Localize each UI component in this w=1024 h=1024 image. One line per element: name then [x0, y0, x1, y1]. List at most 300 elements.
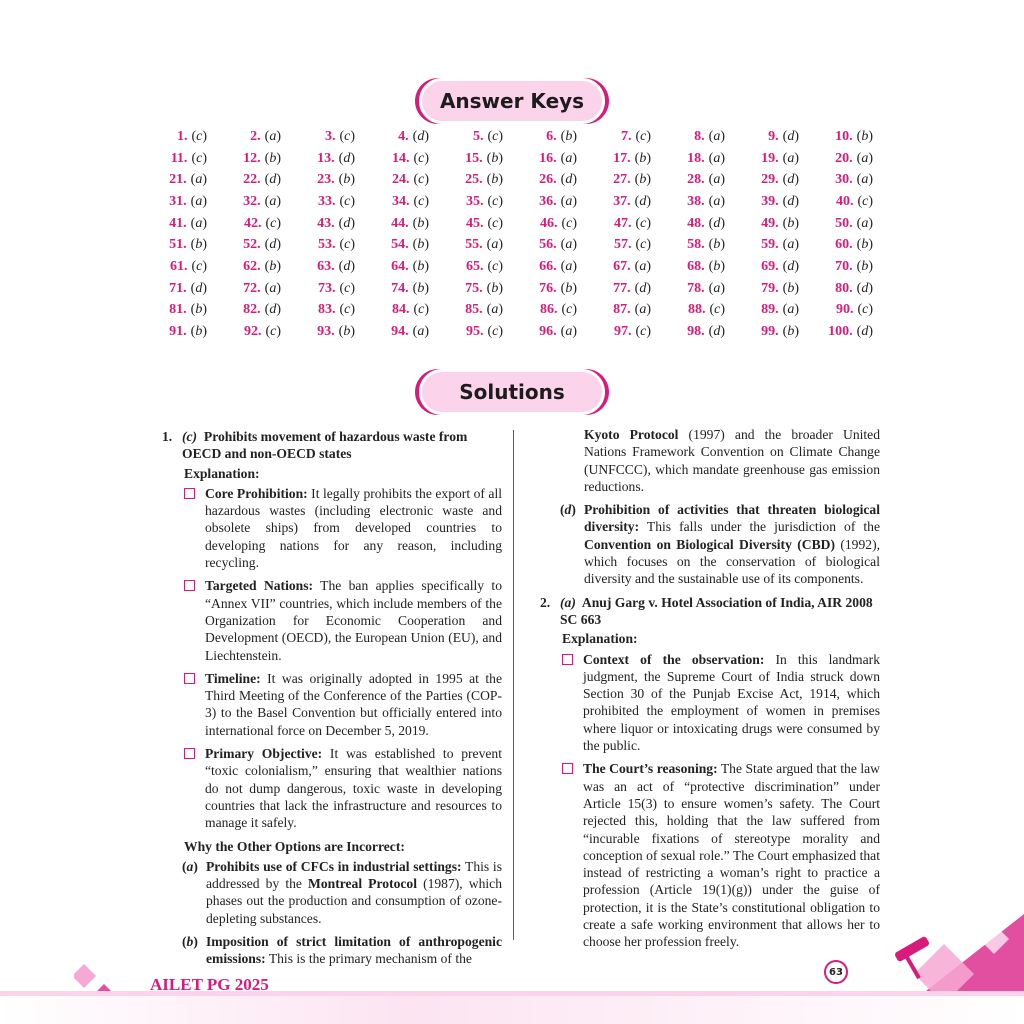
answer-key-item — [589, 278, 663, 300]
answer-keys-heading — [419, 78, 605, 124]
answer-letter: d — [343, 150, 351, 166]
option-lead: Imposition of strict limitation of anthropogenic emissions: — [206, 934, 502, 967]
answer-key-option: (d) — [412, 128, 429, 144]
checkbox-bullet-icon — [184, 673, 195, 684]
answer-letter: b — [491, 150, 499, 166]
answer-key-item — [515, 126, 589, 148]
answer-key-item — [737, 278, 811, 300]
answer-letter: c — [344, 128, 351, 144]
answer-key-number: 6. — [546, 128, 557, 144]
answer-key-number: 35. — [465, 193, 484, 209]
answer-letter: a — [565, 193, 573, 209]
answer-key-item — [515, 278, 589, 300]
answer-key-option: (b) — [782, 324, 799, 340]
answer-key-number: 26. — [539, 172, 557, 188]
answer-key-number: 76. — [539, 280, 557, 296]
answer-key-number: 48. — [687, 215, 705, 231]
answer-key-option: (b) — [338, 172, 355, 188]
answer-key-option: (a) — [856, 150, 873, 166]
question-1-heading — [162, 428, 502, 463]
answer-key-item — [293, 278, 367, 300]
answer-key-option: (d) — [856, 324, 873, 340]
answer-key-number: 91. — [169, 324, 187, 340]
answer-letter: d — [565, 172, 573, 188]
incorrect-options-label: Why the Other Options are Incorrect: — [184, 838, 405, 854]
answer-letter: a — [565, 237, 573, 253]
answer-key-option: (a) — [264, 193, 281, 209]
answer-key-item — [367, 300, 441, 322]
answer-key-number: 56. — [539, 237, 557, 253]
answer-key-item — [367, 234, 441, 256]
answer-letter: c — [418, 302, 425, 318]
footer-band — [0, 996, 1024, 1024]
answer-letter: b — [861, 128, 869, 144]
answer-key-option: (a) — [708, 280, 725, 296]
point-text: It was established to prevent “toxic colonialism,” ensuring that wealthier nations do not dump dangerous, toxic waste in developing countries that lack the infrastructure and resources to manage it safely. — [205, 746, 502, 831]
answer-key-number: 41. — [169, 215, 187, 231]
answer-key-option: (d) — [634, 193, 651, 209]
answer-key-item — [663, 169, 737, 191]
answer-key-item — [219, 169, 293, 191]
answer-letter: a — [713, 172, 721, 188]
answer-key-option: (c) — [487, 258, 503, 274]
answer-key-item — [367, 148, 441, 170]
bullet-point — [562, 651, 880, 755]
answer-key-option: (b) — [412, 280, 429, 296]
answer-key-option: (b) — [856, 128, 873, 144]
answer-letter: c — [640, 215, 647, 231]
answer-key-number: 44. — [391, 215, 409, 231]
answer-key-option: (d) — [264, 172, 281, 188]
answer-key-item — [589, 191, 663, 213]
answer-key-number: 54. — [391, 237, 409, 253]
answer-letter: a — [195, 215, 203, 231]
answer-key-number: 66. — [539, 258, 557, 274]
option-d-explanation: (d) Prohibition of activities that threaten biological diversity: This falls under the jurisdiction of the Convention on Biological Diversity (CBD) (1992), which focuses on the conservation of biological diversity and the sustainable use of its components. — [560, 502, 880, 587]
answer-key-option: (b) — [856, 258, 873, 274]
answer-key-item — [737, 213, 811, 235]
answer-key-item — [441, 234, 515, 256]
answer-key-option: (c) — [635, 324, 651, 340]
answer-key-number: 80. — [835, 280, 853, 296]
answer-key-option: (c) — [413, 302, 429, 318]
answer-letter: c — [492, 215, 499, 231]
answer-key-item — [663, 148, 737, 170]
answer-key-item — [737, 169, 811, 191]
solutions-heading — [419, 369, 605, 415]
answer-letter: d — [713, 324, 721, 340]
answer-key-item — [293, 126, 367, 148]
option-a-explanation: (a) Prohibits use of CFCs in industrial settings: This is addressed by the Montreal Protocol (1987), which phases out the production and consumption of ozone-depleting substances. — [182, 858, 503, 926]
answer-key-number: 96. — [539, 324, 557, 340]
answer-letter: d — [787, 172, 795, 188]
answer-key-number: 14. — [391, 150, 410, 166]
answer-letter: b — [861, 237, 869, 253]
answer-key-option: (a) — [708, 172, 725, 188]
answer-key-option: (a) — [708, 150, 725, 166]
solutions-title: Solutions — [459, 380, 565, 404]
answer-letter: c — [640, 324, 647, 340]
answer-letter: a — [269, 193, 277, 209]
answer-letter: b — [417, 258, 425, 274]
answer-key-item — [515, 213, 589, 235]
answer-letter: d — [787, 128, 795, 144]
answer-key-number: 43. — [317, 215, 335, 231]
answer-option: (c) — [182, 429, 198, 444]
answer-key-number: 5. — [472, 128, 484, 144]
answer-key-option: (c) — [413, 150, 429, 166]
answer-key-number: 81. — [169, 302, 187, 318]
answer-key-number: 13. — [317, 150, 335, 166]
answer-key-number: 84. — [391, 302, 410, 318]
answer-key-option: (c) — [487, 215, 503, 231]
answer-key-option: (a) — [560, 258, 577, 274]
question-title: Anuj Garg v. Hotel Association of India, AIR 2008 SC 663 — [560, 594, 873, 627]
option-letter: d — [564, 502, 572, 518]
answer-key-number: 31. — [169, 193, 187, 209]
question-number: 1. — [162, 429, 173, 444]
answer-key-item — [441, 126, 515, 148]
answer-key-option: (c) — [487, 324, 503, 340]
answer-key-item — [367, 278, 441, 300]
answer-key-item — [737, 126, 811, 148]
answer-key-option: (d) — [782, 258, 799, 274]
answer-key-number: 59. — [761, 237, 779, 253]
answer-key-number: 65. — [465, 258, 484, 274]
answer-key-number: 22. — [243, 172, 261, 188]
option-text: This is addressed by the — [206, 858, 503, 892]
answer-key-item — [811, 234, 885, 256]
answer-key-number: 25. — [465, 172, 483, 188]
answer-key-number: 37. — [613, 193, 631, 209]
answer-key-option: (b) — [708, 258, 725, 274]
answer-key-item — [589, 213, 663, 235]
answer-key-item — [441, 321, 515, 343]
answer-key-option: (a) — [856, 215, 873, 231]
answer-key-number: 95. — [465, 324, 484, 340]
checkbox-bullet-icon — [562, 654, 573, 665]
answer-key-option: (c) — [857, 193, 873, 209]
answer-key-item — [811, 300, 885, 322]
answer-key-number: 33. — [317, 193, 336, 209]
answer-key-item — [293, 169, 367, 191]
answer-key-item — [811, 191, 885, 213]
answer-key-number: 10. — [835, 128, 853, 144]
answer-key-number: 94. — [391, 324, 409, 340]
option-b-continuation — [584, 426, 880, 495]
answer-letter: b — [639, 150, 647, 166]
answer-key-option: (a) — [560, 324, 577, 340]
answer-key-number: 97. — [613, 324, 632, 340]
answer-letter: d — [787, 258, 795, 274]
answer-key-option: (b) — [412, 237, 429, 253]
answer-key-item — [663, 300, 737, 322]
point-text: The State argued that the law was an act of “protective discrimination” under Article 15(3) to ensure women’s safety. The Court rejected this, holding that the law suffered from “incurable fixations of stereotype morality and conception of sexual role.” The Court emphasized that instead of restricting a woman’s right to practice a profession (Article 19(1)(g)) under the guise of protection, it is the State’s constitutional obligation to create a safe working environment that allows her to choose her profession freely. — [583, 761, 880, 950]
answer-key-option: (a) — [190, 215, 207, 231]
answer-letter: b — [787, 215, 795, 231]
answer-letter: c — [492, 324, 499, 340]
answer-letter: c — [418, 150, 425, 166]
answer-key-item — [145, 256, 219, 278]
answer-key-option: (d) — [338, 258, 355, 274]
answer-key-item — [219, 191, 293, 213]
answer-key-item — [219, 256, 293, 278]
answer-key-item — [737, 300, 811, 322]
answer-key-option: (b) — [708, 237, 725, 253]
answer-letter: b — [343, 172, 351, 188]
answer-key-number: 32. — [243, 193, 261, 209]
answer-key-option: (c) — [857, 302, 873, 318]
answer-key-item — [589, 169, 663, 191]
option-lead: Prohibits use of CFCs in industrial settings: — [206, 858, 462, 874]
answer-letter: b — [639, 172, 647, 188]
question-title: Prohibits movement of hazardous waste from OECD and non-OECD states — [182, 429, 468, 462]
point-text: The ban applies specifically to “Annex VII” countries, which include members of the Organization for Economic Cooperation and Development (OECD), the European Union (EU), and Liechtenstein. — [205, 578, 502, 663]
option-bold: Kyoto Protocol — [584, 427, 679, 442]
answer-key-number: 47. — [613, 215, 632, 231]
answer-letter: a — [713, 150, 721, 166]
answer-key-item — [367, 191, 441, 213]
answer-key-option: (c) — [561, 215, 577, 231]
answer-key-option: (b) — [782, 215, 799, 231]
answer-letter: d — [269, 237, 277, 253]
bullet-point — [184, 745, 502, 831]
answer-key-number: 71. — [169, 280, 187, 296]
answer-key-number: 63. — [317, 258, 335, 274]
answer-key-item — [145, 191, 219, 213]
answer-key-number: 75. — [465, 280, 483, 296]
answer-key-option: (a) — [486, 237, 503, 253]
answer-key-item — [811, 321, 885, 343]
answer-letter: b — [787, 280, 795, 296]
answer-key-option: (a) — [264, 128, 281, 144]
answer-key-option: (b) — [634, 172, 651, 188]
answer-key-item — [219, 148, 293, 170]
answer-key-item — [737, 234, 811, 256]
answer-key-item — [441, 148, 515, 170]
answer-key-option: (d) — [560, 172, 577, 188]
answer-key-option: (c) — [339, 302, 355, 318]
answer-key-option: (b) — [486, 150, 503, 166]
answer-key-item — [515, 300, 589, 322]
checkbox-bullet-icon — [562, 763, 573, 774]
answer-key-item — [441, 278, 515, 300]
answer-key-number: 21. — [169, 172, 187, 188]
answer-key-item — [367, 169, 441, 191]
answer-key-item — [515, 191, 589, 213]
answer-letter: d — [861, 280, 869, 296]
answer-letter: c — [418, 193, 425, 209]
answer-key-option: (b) — [560, 128, 577, 144]
answer-key-item — [589, 321, 663, 343]
answer-key-option: (d) — [782, 193, 799, 209]
answer-letter: a — [195, 172, 203, 188]
answer-key-option: (b) — [560, 280, 577, 296]
answer-letter: b — [713, 258, 721, 274]
page-number: 63 — [824, 960, 848, 984]
answer-key-item — [589, 126, 663, 148]
answer-letter: c — [492, 258, 499, 274]
bullet-point — [184, 670, 502, 739]
footer-title: AILET PG 2025 — [150, 975, 269, 994]
answer-key-item — [515, 256, 589, 278]
answer-key-item — [145, 148, 219, 170]
answer-key-number: 29. — [761, 172, 779, 188]
answer-letter: c — [640, 128, 647, 144]
answer-key-number: 100. — [828, 324, 853, 340]
answer-letter: b — [269, 150, 277, 166]
answer-key-item — [293, 148, 367, 170]
answer-letter: d — [639, 280, 647, 296]
answer-key-option: (d) — [338, 150, 355, 166]
answer-key-option: (a) — [560, 150, 577, 166]
answer-key-item — [145, 278, 219, 300]
answer-letter: a — [713, 280, 721, 296]
answer-letter: c — [566, 302, 573, 318]
answer-key-option: (b) — [264, 258, 281, 274]
answer-key-option: (a) — [412, 324, 429, 340]
option-text: This is the primary mechanism of the — [265, 951, 472, 967]
answer-key-item — [515, 148, 589, 170]
answer-letter: a — [269, 280, 277, 296]
answer-key-option: (a) — [782, 237, 799, 253]
answer-key-item — [589, 148, 663, 170]
point-text: In this landmark judgment, the Supreme Court of India struck down Section 30 of the Punjab Excise Act, 1914, which prohibited the employment of women in premises where liquor or intoxicating drugs were consumed by the public. — [583, 651, 880, 754]
answer-key-number: 15. — [465, 150, 483, 166]
answer-letter: b — [195, 302, 203, 318]
answer-letter: a — [565, 324, 573, 340]
answer-key-item — [811, 256, 885, 278]
answer-key-item — [367, 256, 441, 278]
option-bold: Convention on Biological Diversity (CBD) — [584, 536, 835, 552]
answer-key-item — [145, 234, 219, 256]
answer-key-item — [737, 148, 811, 170]
answer-key-number: 64. — [391, 258, 409, 274]
answer-key-option: (a) — [634, 258, 651, 274]
answer-key-number: 99. — [761, 324, 779, 340]
answer-key-option: (b) — [412, 215, 429, 231]
answer-key-number: 98. — [687, 324, 705, 340]
answer-key-option: (a) — [190, 193, 207, 209]
answer-key-option: (d) — [708, 324, 725, 340]
answer-key-item — [663, 278, 737, 300]
answer-key-item — [441, 169, 515, 191]
answer-key-number: 51. — [169, 237, 187, 253]
answer-key-number: 38. — [687, 193, 705, 209]
answer-key-option: (c) — [413, 172, 429, 188]
answer-key-option: (b) — [634, 150, 651, 166]
answer-letter: a — [861, 150, 869, 166]
answer-key-number: 93. — [317, 324, 335, 340]
checkbox-bullet-icon — [184, 580, 195, 591]
answer-letter: c — [270, 324, 277, 340]
answer-key-number: 53. — [317, 237, 336, 253]
question-2-heading — [540, 594, 880, 629]
answer-key-number: 90. — [835, 302, 854, 318]
answer-letter: a — [639, 258, 647, 274]
answer-key-number: 18. — [687, 150, 705, 166]
answer-letter: b — [269, 258, 277, 274]
answer-key-item — [219, 213, 293, 235]
answer-letter: b — [417, 280, 425, 296]
answer-key-option: (c) — [635, 237, 651, 253]
answer-letter: c — [344, 193, 351, 209]
point-lead: Timeline: — [205, 670, 261, 686]
answer-letter: c — [196, 150, 203, 166]
answer-key-item — [219, 300, 293, 322]
answer-key-option: (c) — [191, 258, 207, 274]
point-lead: Primary Objective: — [205, 746, 323, 762]
answer-key-option: (c) — [635, 128, 651, 144]
answer-key-item — [145, 321, 219, 343]
answer-letter: d — [343, 258, 351, 274]
answer-key-item — [663, 213, 737, 235]
answer-letter: d — [343, 215, 351, 231]
answer-letter: d — [195, 280, 203, 296]
option-bold: Montreal Protocol — [308, 876, 417, 892]
answer-key-option: (a) — [190, 172, 207, 188]
answer-key-item — [663, 321, 737, 343]
answer-key-number: 24. — [391, 172, 410, 188]
answer-key-number: 30. — [835, 172, 853, 188]
answer-key-number: 3. — [324, 128, 336, 144]
answer-key-number: 40. — [835, 193, 854, 209]
answer-key-number: 4. — [398, 128, 409, 144]
answer-key-number: 72. — [243, 280, 261, 296]
answer-key-option: (d) — [782, 128, 799, 144]
answer-key-item — [145, 169, 219, 191]
answer-letter: a — [713, 193, 721, 209]
option-lead: Prohibition of activities that threaten biological diversity: — [584, 502, 880, 535]
answer-key-item — [219, 126, 293, 148]
answer-key-option: (c) — [561, 302, 577, 318]
answer-letter: a — [491, 237, 499, 253]
answer-key-option: (c) — [339, 237, 355, 253]
answer-key-option: (d) — [264, 302, 281, 318]
answer-key-option: (a) — [486, 302, 503, 318]
answer-key-item — [589, 234, 663, 256]
answer-letter: a — [269, 128, 277, 144]
answer-key-option: (a) — [264, 280, 281, 296]
answer-key-number: 92. — [243, 324, 262, 340]
answer-key-number: 86. — [539, 302, 558, 318]
answer-key-number: 7. — [620, 128, 632, 144]
answer-key-number: 74. — [391, 280, 409, 296]
answer-key-number: 1. — [176, 128, 188, 144]
answer-key-number: 16. — [539, 150, 557, 166]
answer-letter: b — [343, 324, 351, 340]
point-text: It legally prohibits the export of all hazardous wastes (including electronic waste and obsolete ships) from developed countries to developing nations for any reason, including recycling. — [205, 485, 502, 571]
answer-letter: c — [714, 302, 721, 318]
answer-key-number: 60. — [835, 237, 853, 253]
answer-key-option: (d) — [856, 280, 873, 296]
answer-key-number: 89. — [761, 302, 779, 318]
answer-key-item — [367, 321, 441, 343]
answer-letter: c — [492, 193, 499, 209]
answer-key-item — [441, 213, 515, 235]
answer-letter: c — [862, 302, 869, 318]
answer-key-number: 85. — [465, 302, 483, 318]
answer-key-number: 45. — [465, 215, 484, 231]
answer-letter: c — [344, 237, 351, 253]
checkbox-bullet-icon — [184, 748, 195, 759]
answer-option: (a) — [560, 594, 576, 610]
answer-letter: a — [565, 258, 573, 274]
answer-key-number: 77. — [613, 280, 631, 296]
answer-key-item — [293, 300, 367, 322]
answer-key-number: 27. — [613, 172, 631, 188]
answer-key-item — [589, 256, 663, 278]
